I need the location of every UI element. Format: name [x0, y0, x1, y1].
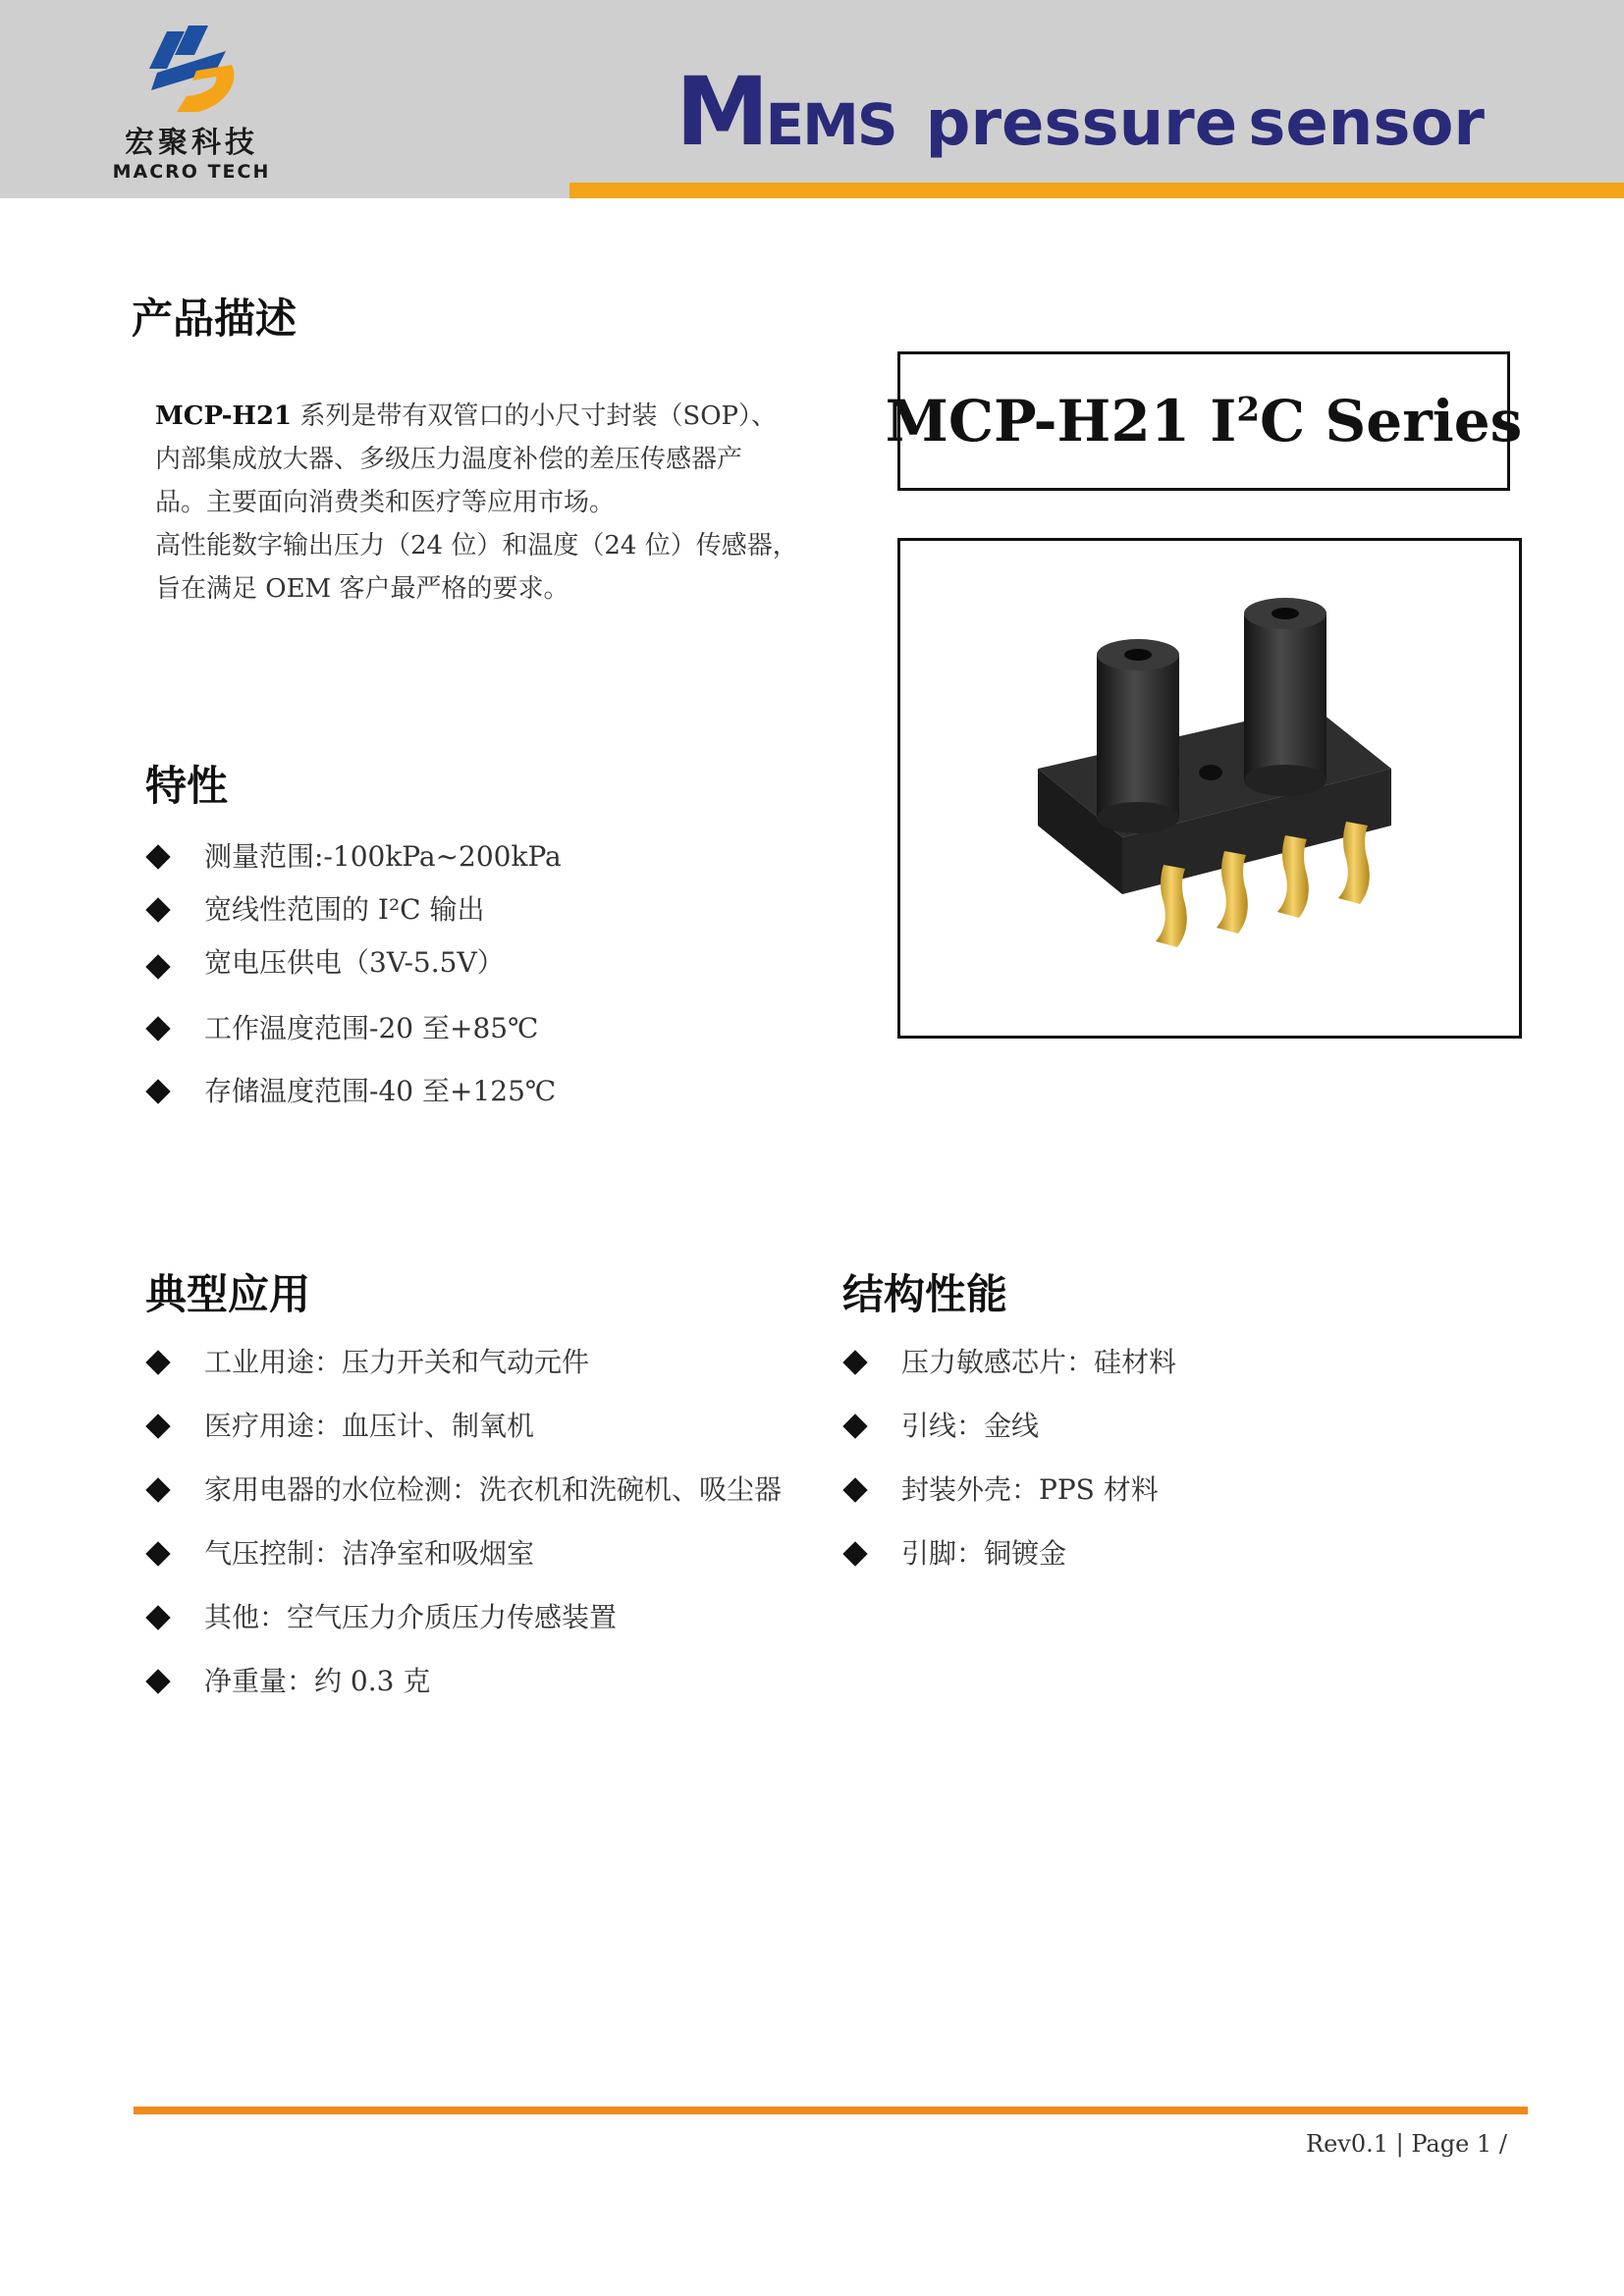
sensor-illustration	[900, 541, 1519, 1036]
list-item: 存储温度范围-40 至+125℃	[149, 1060, 562, 1123]
footer-divider	[134, 2107, 1528, 2114]
logo-chinese-text: 宏聚科技	[125, 126, 258, 160]
bullet-diamond-icon	[842, 1414, 867, 1438]
list-item: 引脚：铜镀金	[846, 1522, 1176, 1585]
list-item: 工作温度范围-20 至+85℃	[149, 997, 562, 1060]
title-pressure: pressure	[925, 87, 1238, 160]
bullet-diamond-icon	[145, 1016, 170, 1041]
bullet-diamond-icon	[842, 1477, 867, 1502]
description-heading: 产品描述	[132, 294, 298, 343]
page-footer: Rev0.1 | Page 1 /	[1306, 2130, 1507, 2158]
logo-mark-icon	[137, 22, 245, 116]
title-sensor: sensor	[1248, 87, 1485, 160]
applications-list	[149, 1330, 782, 1713]
features-heading: 特性	[145, 762, 229, 810]
features-list	[149, 830, 562, 1123]
description-line-5: 旨在满足 OEM 客户最严格的要求。	[155, 574, 569, 604]
description-line-3: 品。主要面向消费类和医疗等应用市场。	[155, 488, 616, 517]
list-item: 测量范围:-100kPa~200kPa	[149, 830, 562, 883]
bullet-diamond-icon	[145, 897, 170, 922]
list-item: 家用电器的水位检测：洗衣机和洗碗机、吸尘器	[149, 1458, 782, 1522]
model-name: MCP-H21	[155, 401, 293, 431]
bullet-diamond-icon	[145, 1541, 170, 1566]
bullet-diamond-icon	[145, 1350, 170, 1374]
header-title	[676, 57, 1485, 167]
series-title: MCP-H21 $I^2C$ Series	[885, 388, 1523, 454]
product-photo	[897, 538, 1522, 1039]
list-item: 封装外壳：PPS 材料	[846, 1458, 1176, 1522]
list-item: 宽电压供电（3V-5.5V）	[149, 936, 562, 997]
list-item: 其他：空气压力介质压力传感装置	[149, 1585, 782, 1649]
bullet-diamond-icon	[145, 1079, 170, 1103]
list-item: 宽线性范围的 I²C 输出	[149, 883, 562, 936]
title-m: M	[676, 57, 766, 167]
bullet-diamond-icon	[145, 1669, 170, 1693]
bullet-diamond-icon	[145, 844, 170, 869]
list-item: 压力敏感芯片：硅材料	[846, 1330, 1176, 1394]
description-line-1: MCP-H21 系列是带有双管口的小尺寸封装（SOP）、	[155, 401, 778, 431]
description-line-4: 高性能数字输出压力（24 位）和温度（24 位）传感器，	[155, 531, 798, 561]
structure-list	[846, 1330, 1176, 1585]
bullet-diamond-icon	[145, 954, 170, 979]
list-item: 气压控制：洁净室和吸烟室	[149, 1522, 782, 1585]
bullet-diamond-icon	[145, 1414, 170, 1438]
logo-english-text: MACRO TECH	[112, 161, 271, 183]
description-text	[155, 395, 833, 611]
bullet-diamond-icon	[145, 1477, 170, 1502]
list-item: 引线：金线	[846, 1394, 1176, 1458]
list-item: 净重量：约 0.3 克	[149, 1649, 782, 1713]
bullet-diamond-icon	[842, 1541, 867, 1566]
company-logo	[98, 22, 285, 188]
description-line-2: 内部集成放大器、多级压力温度补偿的差压传感器产	[155, 445, 743, 474]
list-item: 医疗用途：血压计、制氧机	[149, 1394, 782, 1458]
bullet-diamond-icon	[842, 1350, 867, 1374]
structure-heading: 结构性能	[842, 1270, 1008, 1318]
title-ems: EMS	[765, 91, 896, 158]
list-item: 工业用途：压力开关和气动元件	[149, 1330, 782, 1394]
applications-heading: 典型应用	[145, 1270, 311, 1318]
series-title-box	[885, 351, 1523, 491]
bullet-diamond-icon	[145, 1605, 170, 1629]
